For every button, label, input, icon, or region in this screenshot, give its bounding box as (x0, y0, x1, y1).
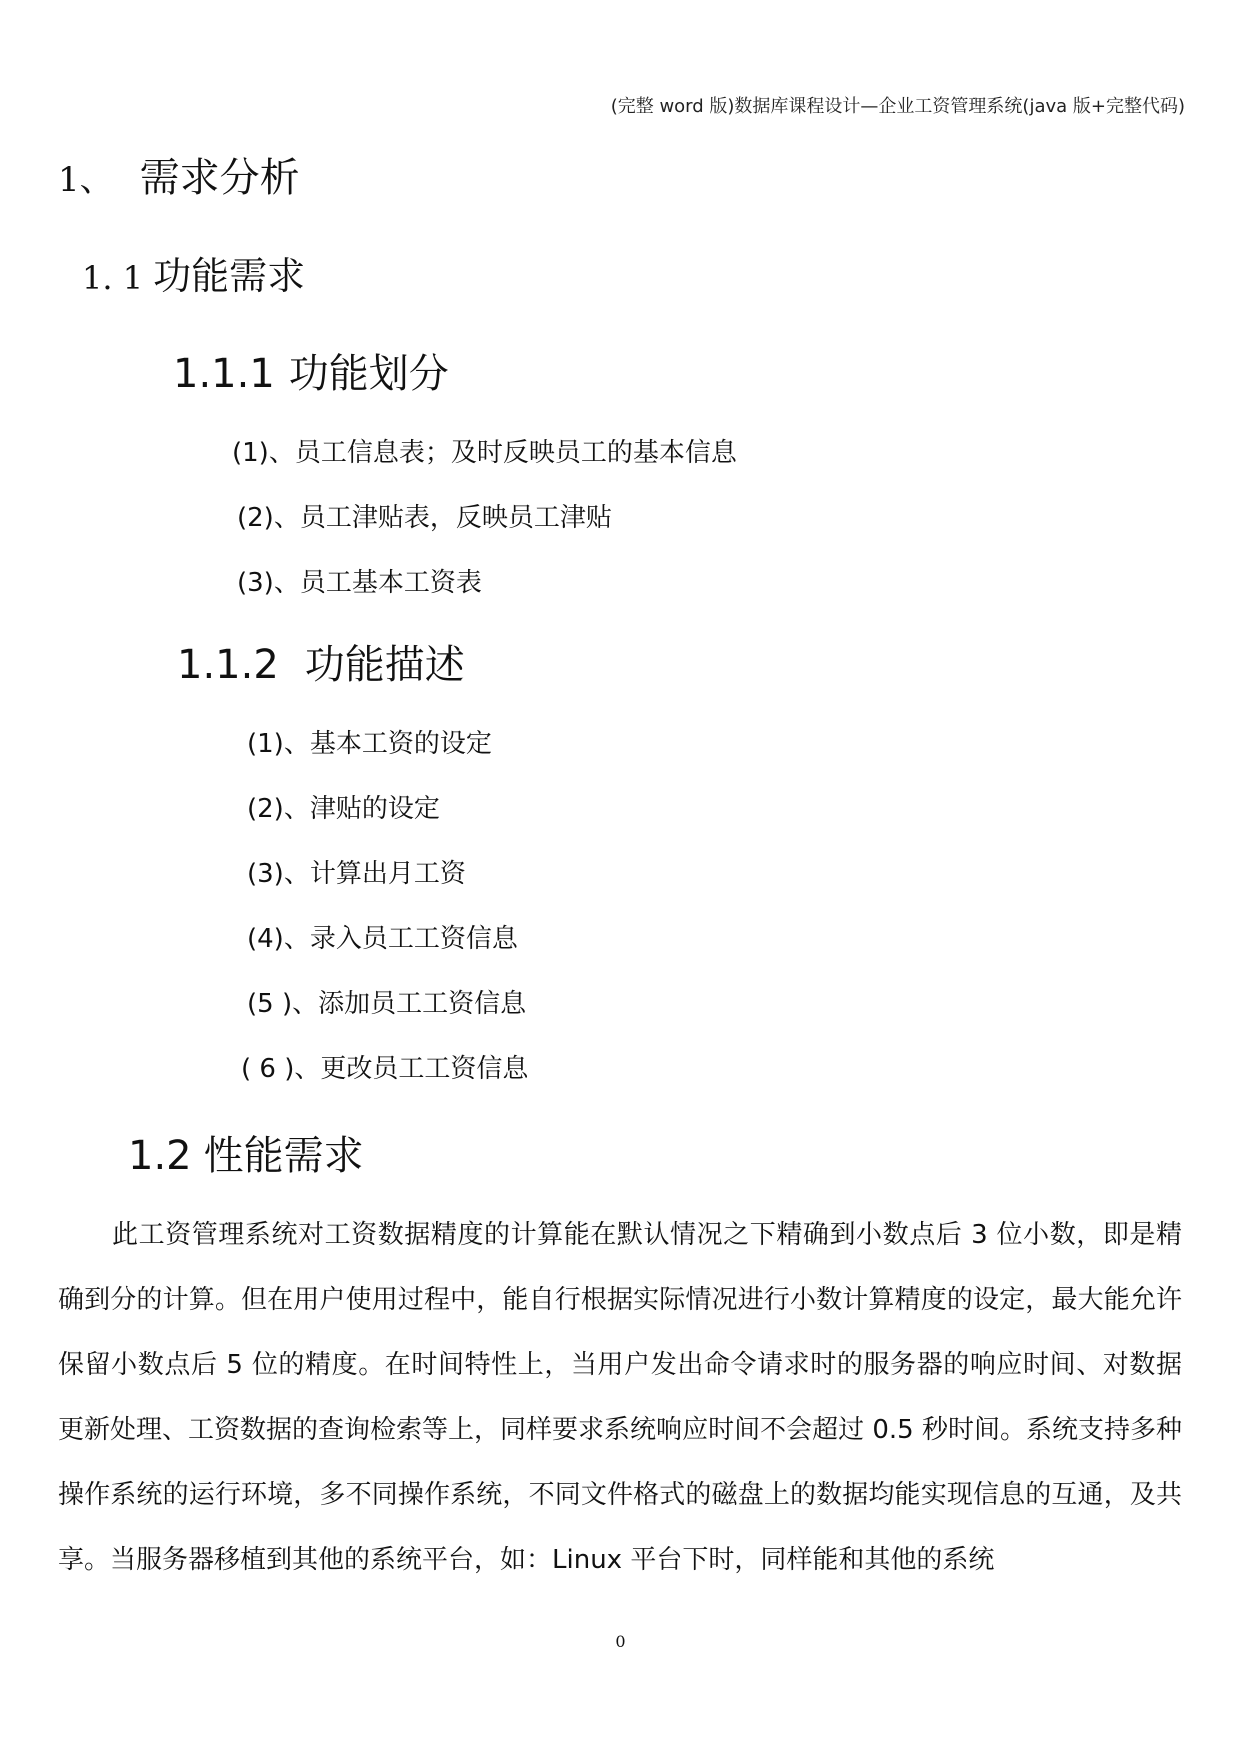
heading-section-1 (58, 146, 300, 203)
heading-number: 1、 (58, 160, 114, 200)
list-item: (3)、计算出月工资 (247, 859, 466, 889)
heading-number: 1. 1 (82, 259, 144, 297)
list-item: (3)、员工基本工资表 (237, 568, 482, 598)
heading-number: 1.1.1 (173, 351, 275, 397)
heading-title: 功能划分 (288, 351, 449, 397)
running-header: (完整 word 版)数据库课程设计—企业工资管理系统(java 版+完整代码) (610, 96, 1185, 117)
heading-title: 功能描述 (304, 642, 465, 688)
body-paragraph: 此工资管理系统对工资数据精度的计算能在默认情况之下精确到小数点后 3 位小数，即是精确到分的计算。但在用户使用过程中，能自行根据实际情况进行小数计算精度的设定，最大能允许保留小数点后 5 位的精度。在时间特性上，当用户发出命令请求时的服务器的响应时间、对数据更新处理、工资数据的查询检索等上，同样要求系统响应时间不会超过 0.5 秒时间。系统支持多种操作系统的运行环境，多不同操作系统，不同文件格式的磁盘上的数据均能实现信息的互通，及共享。当服务器移植到其他的系统平台，如：Linux 平台下时，同样能和其他的系统 (58, 1220, 1182, 1575)
heading-number: 1.1.2 (177, 642, 279, 688)
heading-section-1-1-1 (173, 342, 449, 399)
list-item: (2)、津贴的设定 (247, 794, 440, 824)
heading-title: 功能需求 (153, 254, 306, 298)
heading-title: 性能需求 (203, 1133, 364, 1179)
list-item: (1)、员工信息表；及时反映员工的基本信息 (232, 438, 737, 468)
heading-section-1-1-2 (177, 633, 465, 690)
list-item: (5 )、添加员工工资信息 (247, 989, 527, 1019)
page-number: 0 (615, 1632, 626, 1651)
heading-section-1-1 (82, 245, 305, 300)
heading-section-1-2 (128, 1124, 364, 1181)
heading-number: 1.2 (128, 1133, 192, 1179)
list-item: ( 6 )、更改员工工资信息 (241, 1054, 529, 1084)
list-item: (1)、基本工资的设定 (247, 729, 492, 759)
list-item: (2)、员工津贴表，反映员工津贴 (237, 503, 612, 533)
heading-title: 需求分析 (139, 155, 300, 201)
list-item: (4)、录入员工工资信息 (247, 924, 518, 954)
